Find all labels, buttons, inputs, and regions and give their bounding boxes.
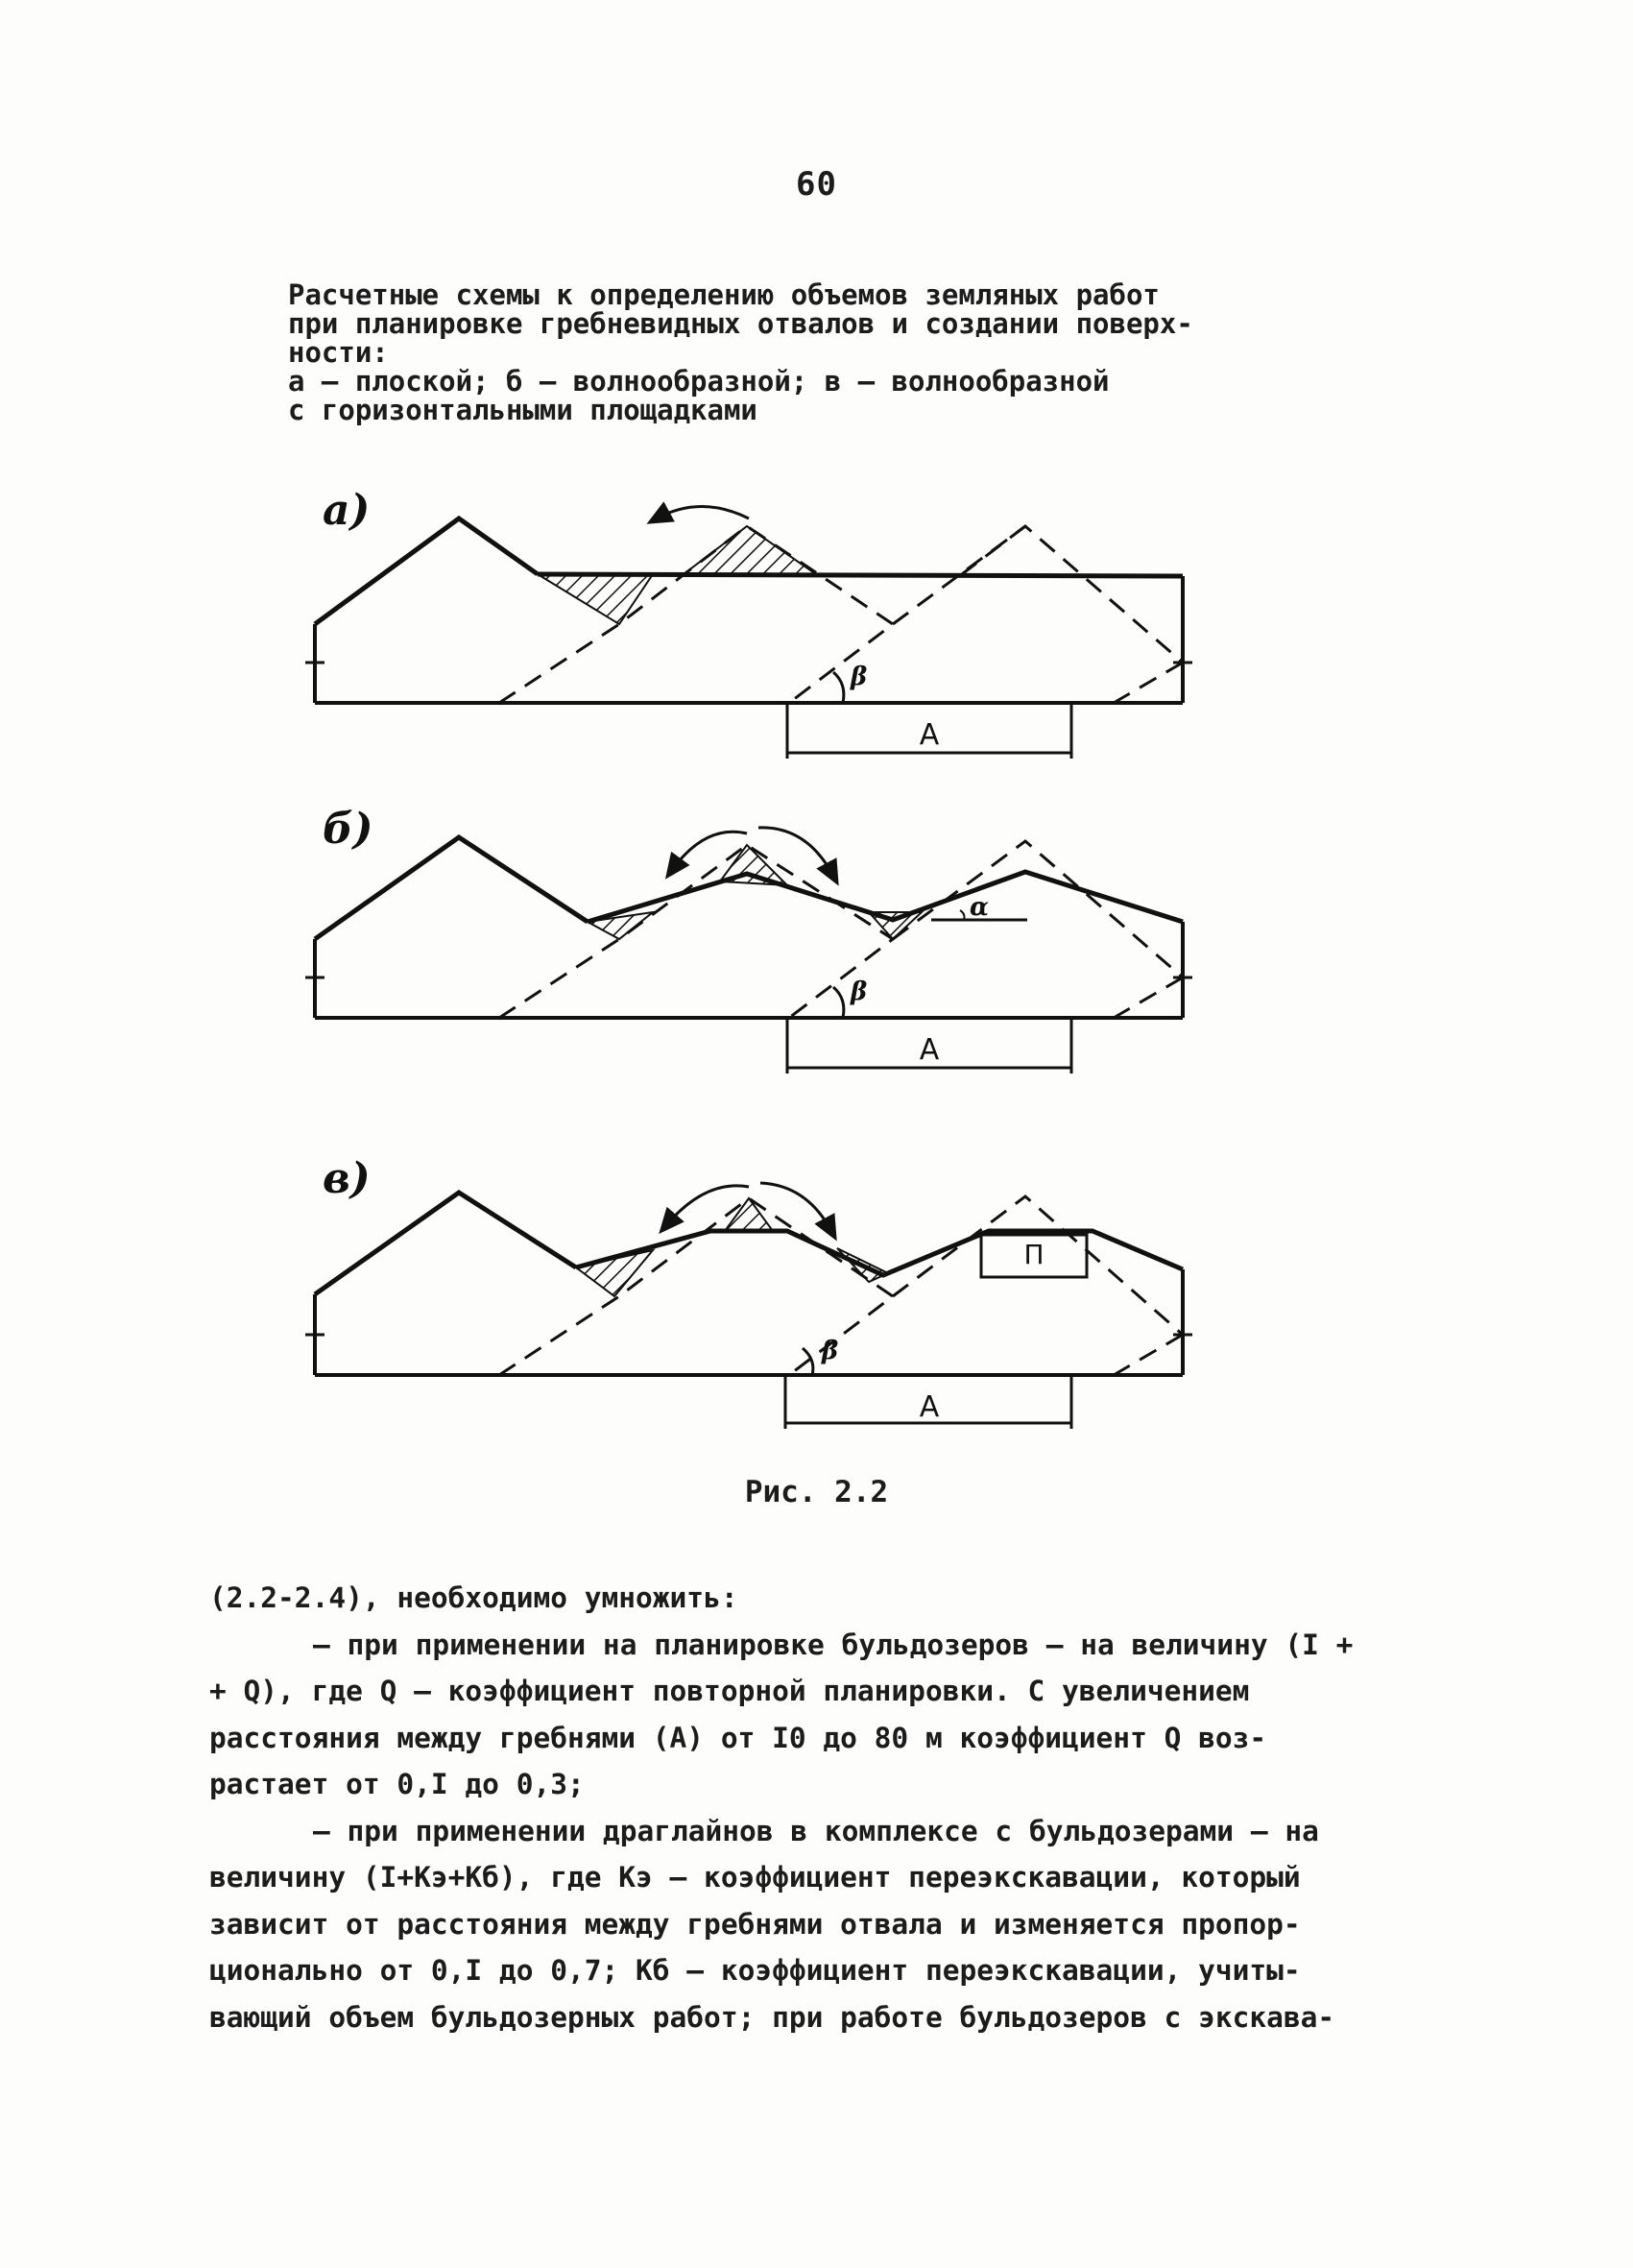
body-line: расстояния между гребнями (A) от I0 до 80 м коэффициент Q воз- bbox=[209, 1721, 1267, 1754]
body-line: – при применении на планировке бульдозеров – на величину (I + bbox=[313, 1628, 1354, 1661]
platform-label: П bbox=[1023, 1239, 1045, 1270]
dimension-a-label: A bbox=[919, 718, 940, 752]
caption-line: Расчетные схемы к определению объемов земляных работ bbox=[288, 278, 1160, 311]
panel-a-drawing bbox=[305, 507, 1192, 760]
body-line: – при применении драглайнов в комплексе с бульдозерами – на bbox=[313, 1814, 1319, 1847]
beta-angle-label: β bbox=[851, 977, 868, 1006]
body-line: вающий объем бульдозерных работ; при работе бульдозеров с экскава- bbox=[209, 2000, 1335, 2034]
body-line: ционально от 0,I до 0,7; Kб – коэффициент переэкскавации, учиты- bbox=[209, 1954, 1301, 1987]
beta-angle-label: β bbox=[851, 663, 868, 691]
caption-line: с горизонтальными площадками bbox=[288, 394, 757, 426]
panel-b-label: б) bbox=[323, 805, 373, 854]
body-line: величину (I+Kэ+Kб), где Kэ – коэффициент переэкскавации, который bbox=[209, 1861, 1301, 1894]
body-line: + Q), где Q – коэффициент повторной планировки. С увеличением bbox=[209, 1675, 1250, 1707]
dimension-a-label: A bbox=[919, 1390, 940, 1424]
body-text bbox=[209, 1575, 1429, 2040]
alpha-angle-label: α bbox=[970, 893, 990, 922]
caption-line: а – плоской; б – волнообразной; в – волнообразной bbox=[288, 365, 1110, 398]
panel-b-drawing bbox=[305, 828, 1192, 1074]
dimension-a-label: A bbox=[919, 1033, 940, 1067]
panel-a-label: а) bbox=[323, 486, 371, 535]
body-line: зависит от расстояния между гребнями отвала и изменяется пропор- bbox=[209, 1907, 1301, 1941]
panel-c-drawing bbox=[305, 1183, 1192, 1429]
body-line: (2.2-2.4), необходимо умножить: bbox=[209, 1581, 738, 1614]
figure-title: Рис. 2.2 bbox=[744, 1475, 889, 1509]
caption-line: ности: bbox=[288, 336, 389, 369]
caption-line: при планировке гребневидных отвалов и создании поверх- bbox=[288, 307, 1193, 340]
beta-angle-label: β bbox=[822, 1337, 839, 1365]
panel-c-label: в) bbox=[323, 1154, 371, 1203]
body-line: растает от 0,I до 0,3; bbox=[209, 1768, 585, 1800]
page-number: 60 bbox=[796, 165, 837, 204]
